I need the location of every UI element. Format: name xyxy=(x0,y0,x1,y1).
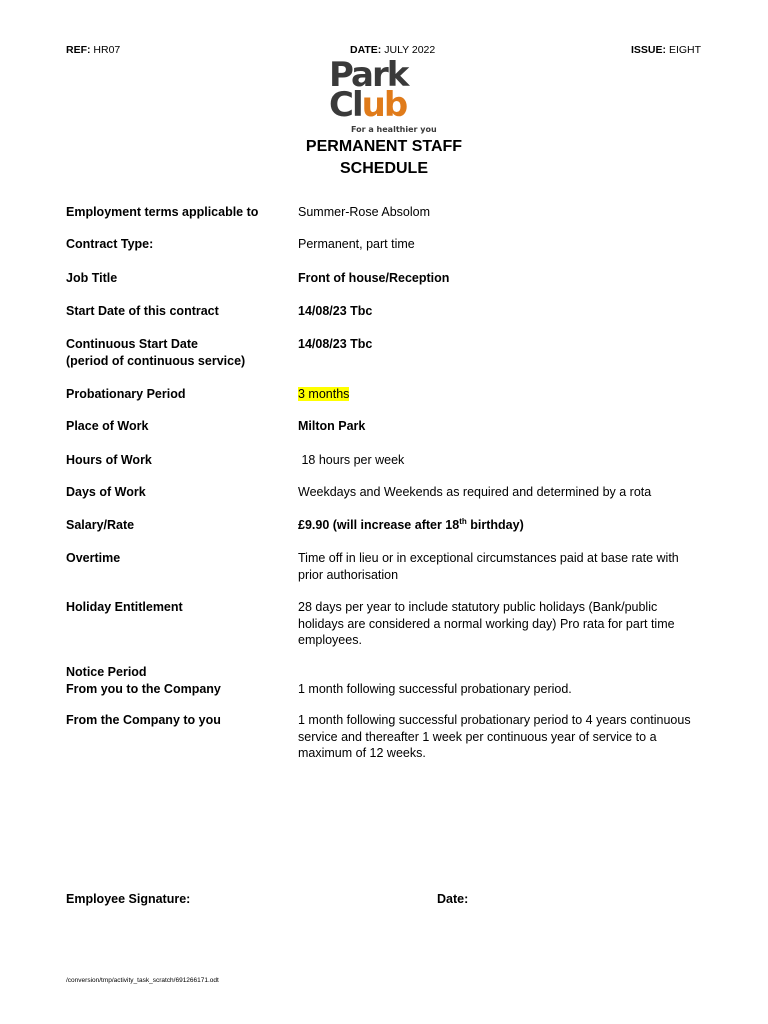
page-title: PERMANENT STAFF SCHEDULE xyxy=(305,138,463,177)
logo-word-club: Club xyxy=(329,85,407,125)
footer-file-path: /conversion/tmp/activity_task_scratch/691266171.odt xyxy=(66,977,219,984)
logo-tagline: For a healthier you xyxy=(351,125,437,134)
signature-date-label: Date: xyxy=(437,892,469,906)
highlighted-value: 3 months xyxy=(298,387,350,401)
park-club-logo xyxy=(329,55,441,138)
logo-word-park: Park xyxy=(329,55,408,95)
document-page: REF: HR07 DATE: JULY 2022 ISSUE: EIGHT Park Club For a healthier you PERMANENT STAFF SCHEDULE Employment terms applicable to Summer-Rose Absolom Contract Type: Permanent, part time Job Title Front of house/Reception Start Date of this contract 14/08/23 Tbc Continuous Start Date (period of continuous service) 14/08/23 Tbc Probationary Period 3 months Place of Work Milton Park Hours of Work 18 hours per week Days of Work Weekdays and Weekends as required and determined by a rota Salary/Rate £9.90 (will increase after 18th birthday) Overtime Time off in lieu or in exceptional circumstances paid at base rate with prior authorisation Holiday Entitlement 28 days per year to include statutory public holidays (Bank/public holidays are considered a normal working day) Pro rata for part time employees. Notice Period From you to the Company 1 month following successful probationary period. From the Company to you 1 month following successful probationary period to 4 years continuous service and thereafter 1 week per continuous year of service to a maximum of 12 weeks. Employee Signature: Date: /conversion/tmp/activity_task_scratch/691266171.odt xyxy=(0,0,768,1024)
employee-signature-label: Employee Signature: xyxy=(66,892,191,906)
date-field: DATE: JULY 2022 xyxy=(350,44,436,56)
ref-field: REF: HR07 xyxy=(66,44,121,56)
issue-field: ISSUE: EIGHT xyxy=(631,44,702,56)
